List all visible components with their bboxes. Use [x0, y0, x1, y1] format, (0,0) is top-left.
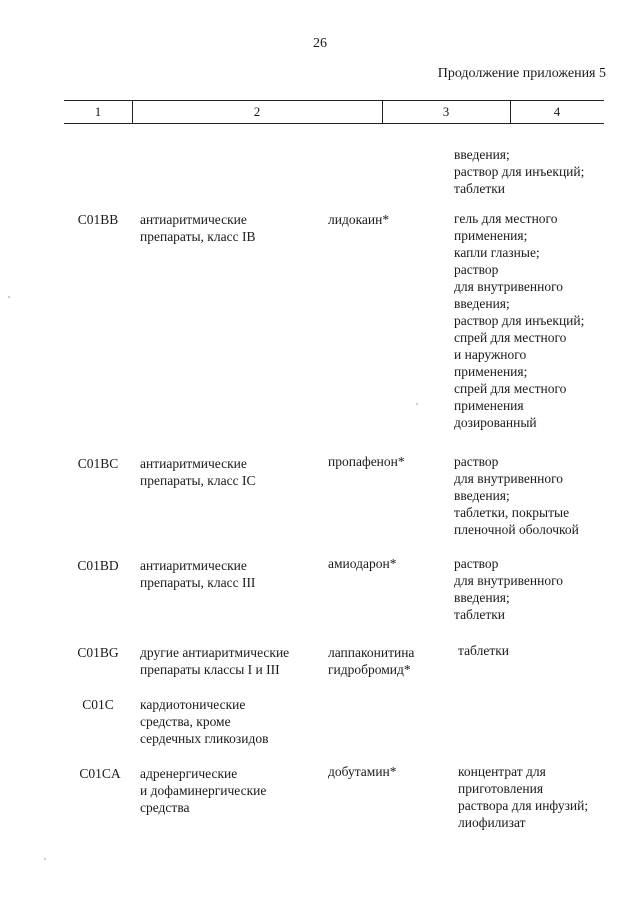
dosage-forms-cell — [458, 642, 509, 659]
forms-line: раствор — [454, 556, 499, 571]
drug-line: лаппаконитина — [328, 645, 415, 660]
atc-code: C01BD — [77, 558, 119, 573]
name-line: антиаритмические — [140, 456, 247, 471]
forms-line: для внутривенного — [454, 573, 564, 588]
forms-line: введения; — [454, 296, 510, 311]
group-name-cell — [140, 644, 289, 678]
drug-name-cell — [328, 211, 389, 228]
drug-line: лидокаин* — [328, 212, 390, 227]
drug-name-cell — [328, 453, 405, 470]
forms-line: пленочной оболочкой — [454, 522, 579, 537]
header-col-3: 3 — [442, 104, 450, 119]
forms-line: лиофилизат — [458, 815, 526, 830]
drug-name-cell — [328, 555, 396, 572]
dosage-forms-cell — [454, 210, 584, 431]
name-line: антиаритмические — [140, 212, 247, 227]
group-name-cell — [140, 696, 268, 747]
group-name-cell — [140, 211, 255, 245]
drug-name-cell — [328, 763, 397, 780]
forms-line: раствор для инъекций; — [454, 164, 585, 179]
forms-line: раствора для инфузий; — [458, 798, 589, 813]
dosage-forms-cell — [454, 453, 579, 538]
scan-speck — [8, 296, 10, 298]
drug-line: амиодарон* — [328, 556, 397, 571]
atc-code: C01BC — [77, 456, 119, 471]
header-col-2: 2 — [253, 104, 261, 119]
atc-code: C01BG — [77, 645, 119, 660]
forms-line: спрей для местного — [454, 381, 567, 396]
name-line: кардиотонические — [140, 697, 246, 712]
forms-line: приготовления — [458, 781, 544, 796]
forms-line: таблетки — [454, 607, 506, 622]
forms-line: введения; — [454, 590, 510, 605]
group-name-cell — [140, 557, 255, 591]
forms-line: введения; — [454, 147, 510, 162]
dosage-forms-cell — [454, 555, 563, 623]
forms-line: введения; — [454, 488, 510, 503]
name-line: сердечных гликозидов — [140, 731, 269, 746]
drug-line: гидробромид* — [328, 662, 411, 677]
group-name-cell — [140, 455, 255, 489]
header-col-1: 1 — [94, 104, 102, 119]
forms-line: раствор для инъекций; — [454, 313, 585, 328]
group-name-cell — [140, 765, 266, 816]
name-line: препараты классы I и III — [140, 662, 280, 677]
forms-line: спрей для местного — [454, 330, 567, 345]
name-line: препараты, класс IC — [140, 473, 256, 488]
forms-line: применения; — [454, 228, 528, 243]
table-header — [64, 100, 604, 124]
name-line: препараты, класс III — [140, 575, 256, 590]
scan-speck — [416, 403, 418, 405]
forms-line: применения — [454, 398, 524, 413]
page-number: 26 — [313, 36, 327, 51]
atc-code: C01CA — [79, 766, 121, 781]
scan-speck — [44, 858, 46, 860]
dosage-forms-cell — [458, 763, 588, 831]
drug-line: добутамин* — [328, 764, 397, 779]
forms-line: таблетки, покрытые — [454, 505, 570, 520]
name-line: и дофаминергические — [140, 783, 267, 798]
appendix-continuation-note: Продолжение приложения 5 — [437, 66, 606, 81]
forms-line: таблетки — [458, 643, 510, 658]
forms-line: и наружного — [454, 347, 527, 362]
forms-line: применения; — [454, 364, 528, 379]
atc-code: C01C — [82, 697, 114, 712]
forms-line: раствор — [454, 262, 499, 277]
forms-line: таблетки — [454, 181, 506, 196]
forms-line: гель для местного — [454, 211, 558, 226]
name-line: средства, кроме — [140, 714, 231, 729]
forms-line: капли глазные; — [454, 245, 540, 260]
forms-line: раствор — [454, 454, 499, 469]
name-line: другие антиаритмические — [140, 645, 290, 660]
name-line: средства — [140, 800, 190, 815]
forms-line: для внутривенного — [454, 471, 564, 486]
atc-code: C01BB — [77, 212, 119, 227]
forms-line: концентрат для — [458, 764, 546, 779]
name-line: препараты, класс IB — [140, 229, 256, 244]
continuation-forms-cell — [454, 146, 584, 197]
header-col-4: 4 — [553, 104, 561, 119]
forms-line: дозированный — [454, 415, 537, 430]
drug-name-cell — [328, 644, 414, 678]
forms-line: для внутривенного — [454, 279, 564, 294]
drug-line: пропафенон* — [328, 454, 405, 469]
name-line: антиаритмические — [140, 558, 247, 573]
name-line: адренергические — [140, 766, 238, 781]
